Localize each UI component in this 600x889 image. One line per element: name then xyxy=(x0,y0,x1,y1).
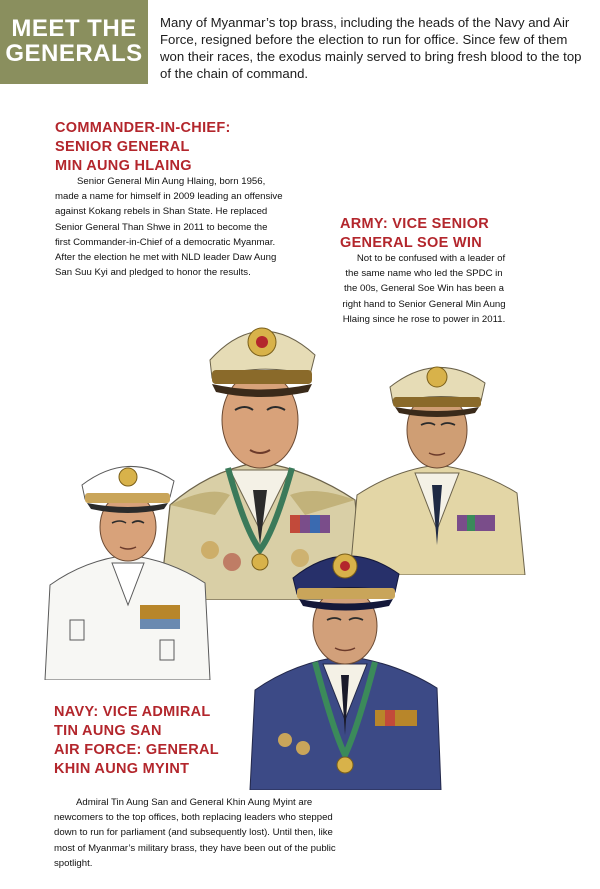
commander-heading-line1: COMMANDER-IN-CHIEF: xyxy=(55,120,231,136)
airforce-heading-line1: AIR FORCE: GENERAL xyxy=(54,742,219,758)
navy-admiral-portrait xyxy=(40,455,215,680)
commander-heading xyxy=(55,119,231,176)
airforce-heading-line2: KHIN AUNG MYINT xyxy=(54,761,190,777)
commander-heading-line3: MIN AUNG HLAING xyxy=(55,158,192,174)
army-heading xyxy=(340,215,489,253)
navy-airforce-heading xyxy=(54,703,219,779)
section-title-line2: GENERALS xyxy=(5,40,143,67)
army-heading-line2: GENERAL SOE WIN xyxy=(340,235,482,251)
section-title-box xyxy=(0,0,148,84)
army-heading-line1: ARMY: VICE SENIOR xyxy=(340,216,490,232)
section-title-line1: MEET THE xyxy=(11,15,137,42)
air-force-general-portrait xyxy=(245,540,445,790)
navy-airforce-bio: Admiral Tin Aung San and General Khin Aung Myint are newcomers to the top offices, both replacing leaders who stepped down to run for parliament (and subsequently lost). Until then, like most of Myanmar’s military brass, they have been out of the public spotlight. xyxy=(54,797,336,869)
navy-heading-line2: TIN AUNG SAN xyxy=(54,723,162,739)
commander-heading-line2: SENIOR GENERAL xyxy=(55,139,190,155)
intro-paragraph: Many of Myanmar’s top brass, including the heads of the Navy and Air Force, resigned before the election to run for office. Since few of them won their races, the exodus mainly served to bring fresh blood to the top of the chain of command. xyxy=(160,15,582,81)
navy-heading-line1: NAVY: VICE ADMIRAL xyxy=(54,704,211,720)
commander-bio: Senior General Min Aung Hlaing, born 1956, made a name for himself in 2009 leading an offensive against Kokang rebels in Shan State. He replaced Senior General Than Shwe in 2011 to become the first Commander-in-Chief of a democratic Myanmar. After the election he met with NLD leader Daw Aung San Suu Kyi and pledged to honor the results. xyxy=(55,176,283,279)
army-bio: Not to be confused with a leader of the same name who led the SPDC in the 00s, General Soe Win has been a right hand to Senior General Min Aung Hlaing since he rose to power in 2011. xyxy=(342,253,506,325)
